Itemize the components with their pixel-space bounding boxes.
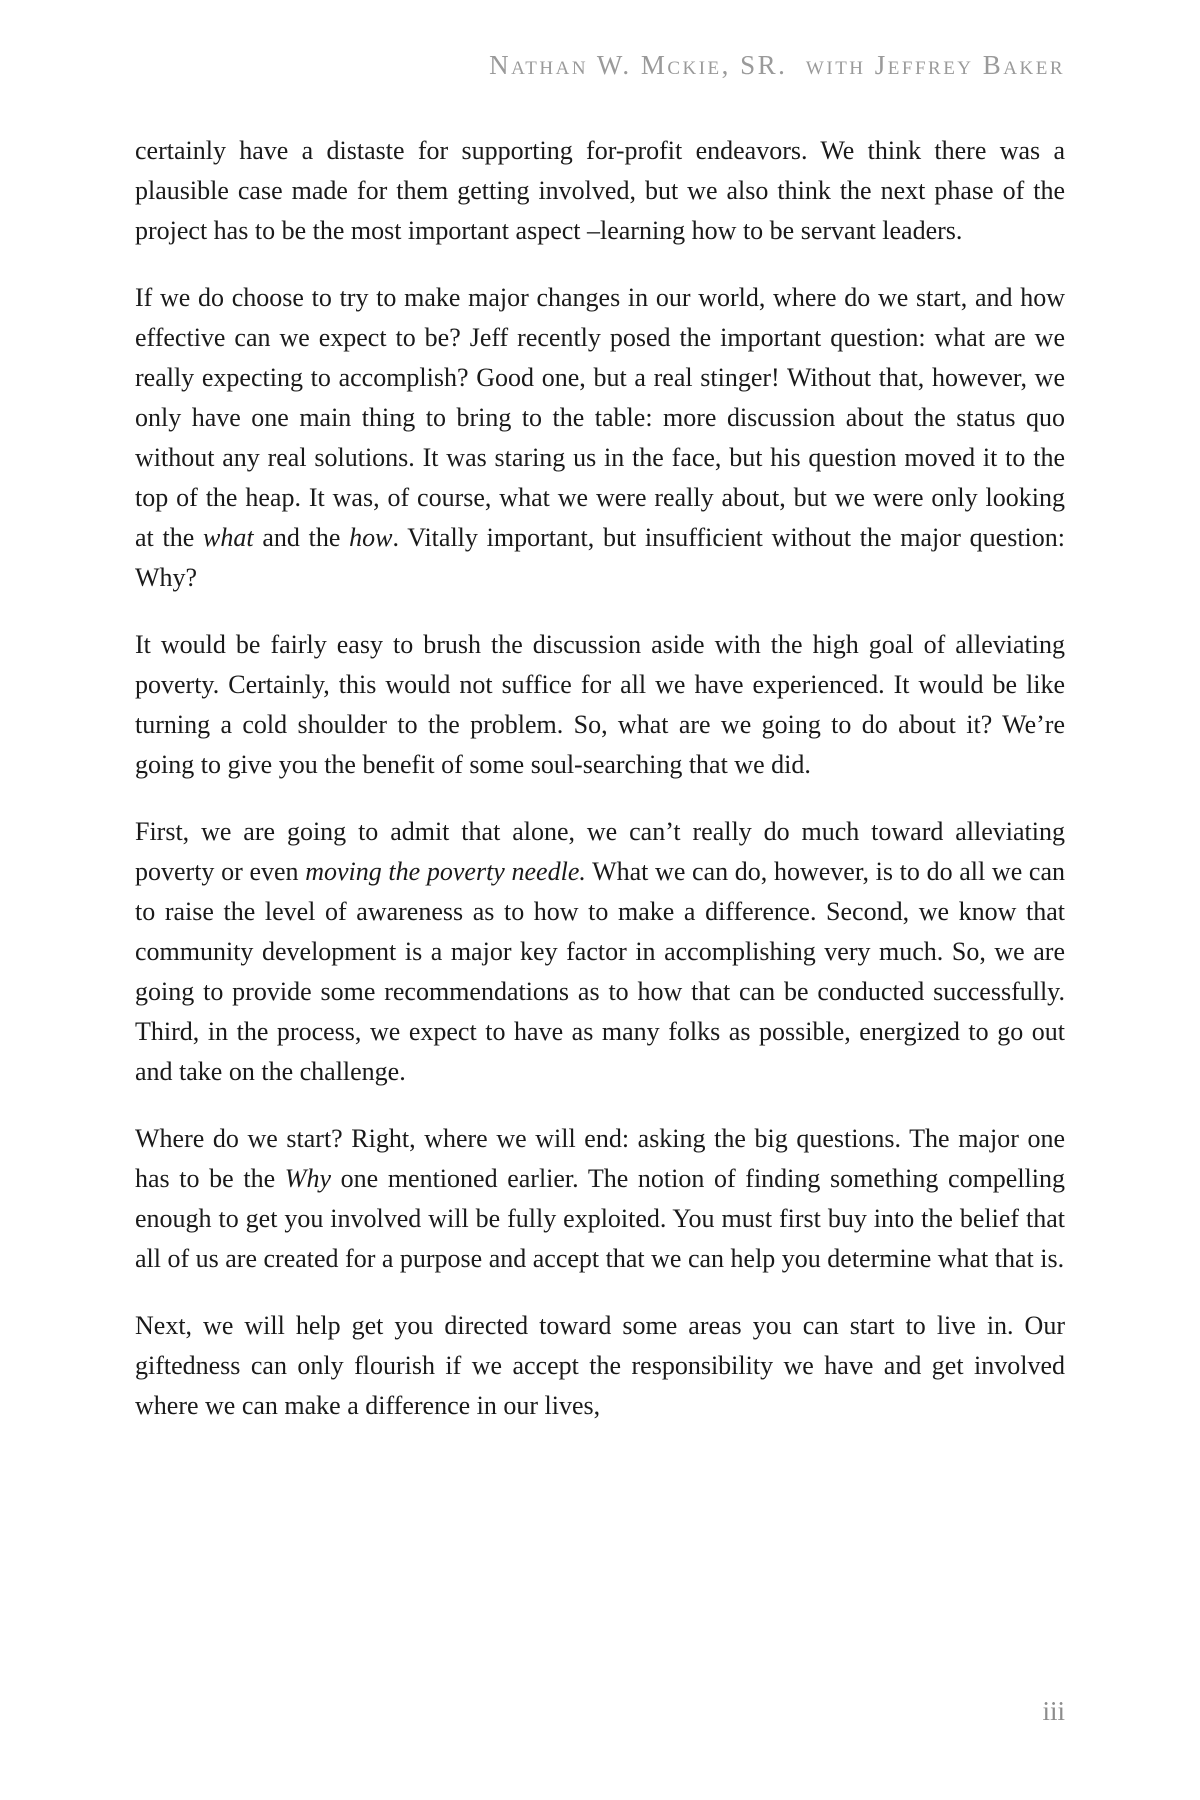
paragraph — [135, 812, 1065, 1092]
text-run: one mentioned earlier. The notion of finding something compelling enough to get you involved will be fully exploited. You must first buy into the belief that all of us are created for a purpose and accept that we can help you determine what that is. — [135, 1164, 1066, 1273]
paragraph — [135, 1306, 1065, 1426]
italic-phrase: Why — [284, 1164, 331, 1193]
text-run: First, we are going to admit that alone, we can’t really do much toward alleviating poverty or even — [135, 817, 1065, 886]
paragraph — [135, 278, 1065, 598]
running-head: Nathan W. Mckie, SR. with Jeffrey Baker — [489, 50, 1065, 80]
text-run: If we do choose to try to make major changes in our world, where do we start, and how effective can we expect to be? Jeff recently posed the important question: what are we really expecting to accomplish? Good one, but a real stinger! Without that, however, we only have one main thing to bring to the table: more discussion about the status quo without any real solutions. It was staring us in the face, but his question moved it to the top of the heap. It was, of course, what we were really about, but we were only looking at the — [135, 283, 1065, 552]
italic-phrase: how — [349, 523, 393, 552]
paragraph — [135, 131, 1065, 251]
paragraph — [135, 1119, 1065, 1279]
text-run: What we can do, however, is to do all we can to raise the level of awareness as to how to make a difference. Second, we know that community development is a major key factor in accomplishing very much. So, we are going to provide some recommendations as to how that can be conducted successfully. Third, in the process, we expect to have as many folks as possible, energized to go out and take on the challenge. — [135, 857, 1065, 1086]
text-run: Next, we will help get you directed toward some areas you can start to live in. Our giftedness can only flourish if we accept the responsibility we have and get involved where we can make a difference in our lives, — [135, 1311, 1065, 1420]
text-run: It would be fairly easy to brush the discussion aside with the high goal of alleviating poverty. Certainly, this would not suffice for all we have experienced. It would be like turning a cold shoulder to the problem. So, what are we going to do about it? We’re going to give you the benefit of some soul-searching that we did. — [135, 630, 1065, 779]
italic-phrase: what — [203, 523, 254, 552]
text-run: Where do we start? Right, where we will end: asking the big questions. The major one has to be the — [135, 1124, 1065, 1193]
paragraph — [135, 625, 1065, 785]
page-number: iii — [1042, 1696, 1065, 1726]
body-text — [135, 131, 1065, 1426]
text-run: certainly have a distaste for supporting for-profit endeavors. We think there was a plausible case made for them getting involved, but we also think the next phase of the project has to be the most important aspect –learning how to be servant leaders. — [135, 136, 1065, 245]
italic-phrase: moving the poverty needle. — [305, 857, 586, 886]
text-run: and the — [253, 523, 350, 552]
text-run: . Vitally important, but insufficient without the major question: Why? — [135, 523, 1066, 592]
